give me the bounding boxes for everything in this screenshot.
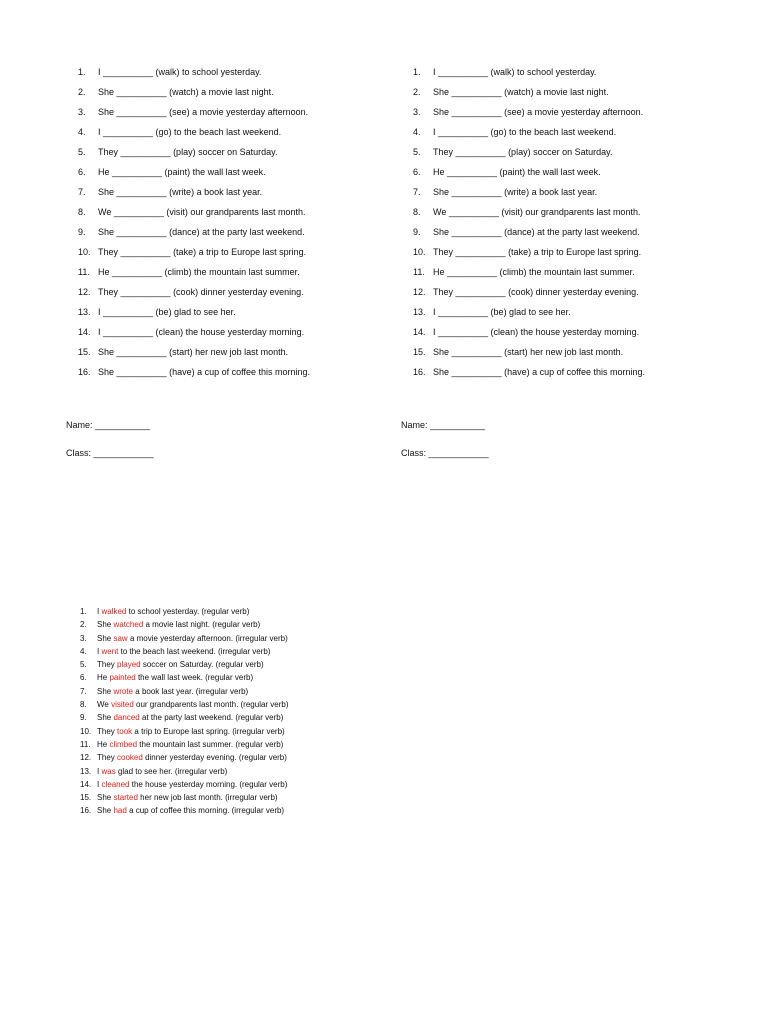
answer-verb: visited <box>111 700 134 710</box>
question-number: 3. <box>413 107 421 117</box>
answer-rest: dinner yesterday evening. (regular verb) <box>145 753 287 763</box>
question-item <box>413 182 713 202</box>
worksheet-right <box>413 62 713 382</box>
answer-rest: a cup of coffee this morning. (irregular verb) <box>129 806 285 816</box>
answer-subject: I <box>97 607 100 616</box>
answer-verb: was <box>101 766 116 776</box>
question-item <box>413 82 713 102</box>
question-number: 8. <box>78 207 86 217</box>
class-field-right: Class: ____________ <box>401 448 489 458</box>
question-item <box>413 122 713 142</box>
answer-rest: glad to see her. (irregular verb) <box>117 766 228 776</box>
question-text: She __________ (watch) a movie last night. <box>98 87 274 97</box>
question-item <box>78 322 378 342</box>
answer-subject: She <box>97 713 112 723</box>
question-number: 1. <box>78 67 86 77</box>
answer-verb: cooked <box>117 753 143 763</box>
question-number: 10. <box>413 247 426 257</box>
question-item <box>413 222 713 242</box>
question-text: I __________ (walk) to school yesterday. <box>433 67 597 77</box>
answer-verb: had <box>113 806 127 816</box>
question-item <box>78 302 378 322</box>
answer-number: 10. <box>80 726 92 736</box>
question-text: She __________ (have) a cup of coffee this morning. <box>433 367 645 377</box>
question-item <box>78 202 378 222</box>
question-number: 14. <box>413 327 426 337</box>
answer-verb: went <box>101 646 119 656</box>
answer-verb: painted <box>109 673 136 683</box>
question-number: 10. <box>78 247 91 257</box>
answer-verb: saw <box>113 633 128 643</box>
answer-item <box>80 685 400 698</box>
question-number: 6. <box>413 167 421 177</box>
question-item <box>78 342 378 362</box>
answer-number: 4. <box>80 646 87 656</box>
question-item <box>413 202 713 222</box>
answer-number: 15. <box>80 793 92 803</box>
answer-item <box>80 765 400 778</box>
question-item <box>413 102 713 122</box>
question-number: 9. <box>413 227 421 237</box>
question-text: I __________ (be) glad to see her. <box>98 307 236 317</box>
question-number: 9. <box>78 227 86 237</box>
question-text: They __________ (take) a trip to Europe last spring. <box>433 247 642 257</box>
question-number: 6. <box>78 167 86 177</box>
answer-number: 13. <box>80 766 92 776</box>
answer-number: 7. <box>80 686 87 696</box>
question-number: 7. <box>78 187 86 197</box>
question-item <box>413 362 713 382</box>
answer-item <box>80 751 400 764</box>
answer-item <box>80 804 400 817</box>
answer-item <box>80 618 400 631</box>
question-number: 8. <box>413 207 421 217</box>
answer-rest: the mountain last summer. (regular verb) <box>139 739 284 749</box>
answer-verb: watched <box>113 620 144 630</box>
answer-subject: She <box>97 793 112 803</box>
answer-number: 1. <box>80 607 87 616</box>
question-text: She __________ (have) a cup of coffee this morning. <box>98 367 310 377</box>
answer-rest: a book last year. (irregular verb) <box>135 686 249 696</box>
answer-number: 8. <box>80 700 87 710</box>
answer-rest: the wall last week. (regular verb) <box>137 673 254 683</box>
answer-verb: cleaned <box>101 779 130 789</box>
question-item <box>78 222 378 242</box>
question-text: She __________ (write) a book last year. <box>98 187 263 197</box>
answer-verb: danced <box>113 713 140 723</box>
answer-subject: I <box>97 646 100 656</box>
question-text: I __________ (go) to the beach last weekend. <box>433 127 617 137</box>
question-item <box>78 102 378 122</box>
question-number: 13. <box>413 307 426 317</box>
answer-rest: a trip to Europe last spring. (irregular verb) <box>134 726 285 736</box>
question-text: We __________ (visit) our grandparents last month. <box>98 207 306 217</box>
answer-item <box>80 738 400 751</box>
answer-subject: She <box>97 806 112 816</box>
answer-number: 6. <box>80 673 87 683</box>
answer-subject: She <box>97 686 112 696</box>
answer-number: 5. <box>80 660 87 670</box>
question-item <box>78 262 378 282</box>
answer-number: 14. <box>80 779 92 789</box>
question-text: She __________ (start) her new job last month. <box>433 347 624 357</box>
class-field-left: Class: ____________ <box>66 448 154 458</box>
answer-number: 12. <box>80 753 92 763</box>
answer-subject: We <box>97 700 109 710</box>
answer-verb: played <box>117 660 141 670</box>
question-item <box>78 282 378 302</box>
answer-verb: walked <box>101 607 127 616</box>
question-number: 16. <box>78 367 91 377</box>
question-text: She __________ (see) a movie yesterday afternoon. <box>98 107 309 117</box>
answer-rest: to the beach last weekend. (irregular verb) <box>120 646 271 656</box>
answer-subject: He <box>97 739 108 749</box>
answer-item <box>80 725 400 738</box>
answer-verb: wrote <box>113 686 134 696</box>
answer-item <box>80 658 400 671</box>
answer-number: 9. <box>80 713 87 723</box>
question-text: They __________ (cook) dinner yesterday evening. <box>98 287 304 297</box>
question-number: 3. <box>78 107 86 117</box>
question-item <box>78 122 378 142</box>
question-item <box>78 362 378 382</box>
answer-rest: her new job last month. (irregular verb) <box>140 793 278 803</box>
question-text: I __________ (clean) the house yesterday morning. <box>98 327 305 337</box>
answer-item <box>80 791 400 804</box>
question-item <box>413 322 713 342</box>
question-item <box>78 82 378 102</box>
answer-rest: soccer on Saturday. (regular verb) <box>142 660 264 670</box>
question-number: 11. <box>413 267 425 277</box>
answer-number: 3. <box>80 633 87 643</box>
question-number: 4. <box>78 127 86 137</box>
answer-item <box>80 778 400 791</box>
answer-subject: She <box>97 633 112 643</box>
question-text: She __________ (dance) at the party last weekend. <box>98 227 305 237</box>
answer-verb: took <box>117 726 133 736</box>
question-text: She __________ (start) her new job last month. <box>98 347 289 357</box>
question-number: 5. <box>413 147 421 157</box>
question-text: He __________ (paint) the wall last week. <box>98 167 266 177</box>
question-number: 12. <box>78 287 91 297</box>
answer-item <box>80 711 400 724</box>
question-number: 11. <box>78 267 90 277</box>
question-text: He __________ (paint) the wall last week. <box>433 167 601 177</box>
answer-rest: to school yesterday. (regular verb) <box>128 607 250 616</box>
question-text: I __________ (walk) to school yesterday. <box>98 67 262 77</box>
answer-rest: a movie last night. (regular verb) <box>145 620 261 630</box>
answer-list <box>80 605 400 818</box>
question-number: 14. <box>78 327 91 337</box>
answer-number: 16. <box>80 806 92 816</box>
question-text: They __________ (cook) dinner yesterday evening. <box>433 287 639 297</box>
answer-rest: our grandparents last month. (regular verb) <box>136 700 289 710</box>
answer-item <box>80 671 400 684</box>
question-item <box>413 262 713 282</box>
answer-subject: They <box>97 726 115 736</box>
question-number: 15. <box>413 347 426 357</box>
question-item <box>78 242 378 262</box>
answer-item <box>80 698 400 711</box>
question-text: She __________ (watch) a movie last night. <box>433 87 609 97</box>
question-number: 16. <box>413 367 426 377</box>
question-number: 2. <box>413 87 421 97</box>
question-item <box>413 242 713 262</box>
question-number: 13. <box>78 307 91 317</box>
question-text: I __________ (be) glad to see her. <box>433 307 571 317</box>
question-item <box>413 282 713 302</box>
answer-subject: I <box>97 766 100 776</box>
question-item <box>78 162 378 182</box>
question-text: I __________ (go) to the beach last weekend. <box>98 127 282 137</box>
question-item <box>413 62 713 82</box>
answer-item <box>80 645 400 658</box>
question-item <box>413 162 713 182</box>
question-number: 15. <box>78 347 91 357</box>
answer-subject: She <box>97 620 112 630</box>
answer-rest: a movie yesterday afternoon. (irregular verb) <box>129 633 288 643</box>
question-number: 2. <box>78 87 86 97</box>
answer-number: 2. <box>80 620 87 630</box>
question-text: They __________ (take) a trip to Europe last spring. <box>98 247 307 257</box>
question-number: 1. <box>413 67 421 77</box>
question-number: 7. <box>413 187 421 197</box>
question-number: 12. <box>413 287 426 297</box>
question-item <box>413 302 713 322</box>
question-item <box>78 62 378 82</box>
answer-verb: climbed <box>109 739 138 749</box>
name-field-right: Name: ___________ <box>401 420 486 430</box>
question-text: He __________ (climb) the mountain last summer. <box>98 267 300 277</box>
answer-subject: They <box>97 660 115 670</box>
question-text: He __________ (climb) the mountain last summer. <box>433 267 635 277</box>
question-text: She __________ (see) a movie yesterday afternoon. <box>433 107 644 117</box>
answer-rest: the house yesterday morning. (regular verb) <box>131 779 288 789</box>
question-text: I __________ (clean) the house yesterday morning. <box>433 327 640 337</box>
question-text: She __________ (dance) at the party last weekend. <box>433 227 640 237</box>
question-number: 5. <box>78 147 86 157</box>
question-item <box>413 142 713 162</box>
worksheet-left <box>78 62 378 382</box>
answer-item <box>80 605 400 618</box>
question-text: They __________ (play) soccer on Saturday. <box>98 147 278 157</box>
question-list <box>413 62 713 382</box>
answer-verb: started <box>113 793 138 803</box>
name-field-left: Name: ___________ <box>66 420 151 430</box>
question-item <box>413 342 713 362</box>
question-text: She __________ (write) a book last year. <box>433 187 598 197</box>
answer-subject: I <box>97 779 100 789</box>
answer-number: 11. <box>80 739 91 749</box>
answer-rest: at the party last weekend. (regular verb) <box>141 713 284 723</box>
question-number: 4. <box>413 127 421 137</box>
answer-item <box>80 632 400 645</box>
question-item <box>78 142 378 162</box>
question-text: They __________ (play) soccer on Saturday. <box>433 147 613 157</box>
question-item <box>78 182 378 202</box>
question-text: We __________ (visit) our grandparents last month. <box>433 207 641 217</box>
answer-subject: He <box>97 673 108 683</box>
question-list <box>78 62 378 382</box>
answer-key <box>80 605 400 818</box>
answer-subject: They <box>97 753 115 763</box>
